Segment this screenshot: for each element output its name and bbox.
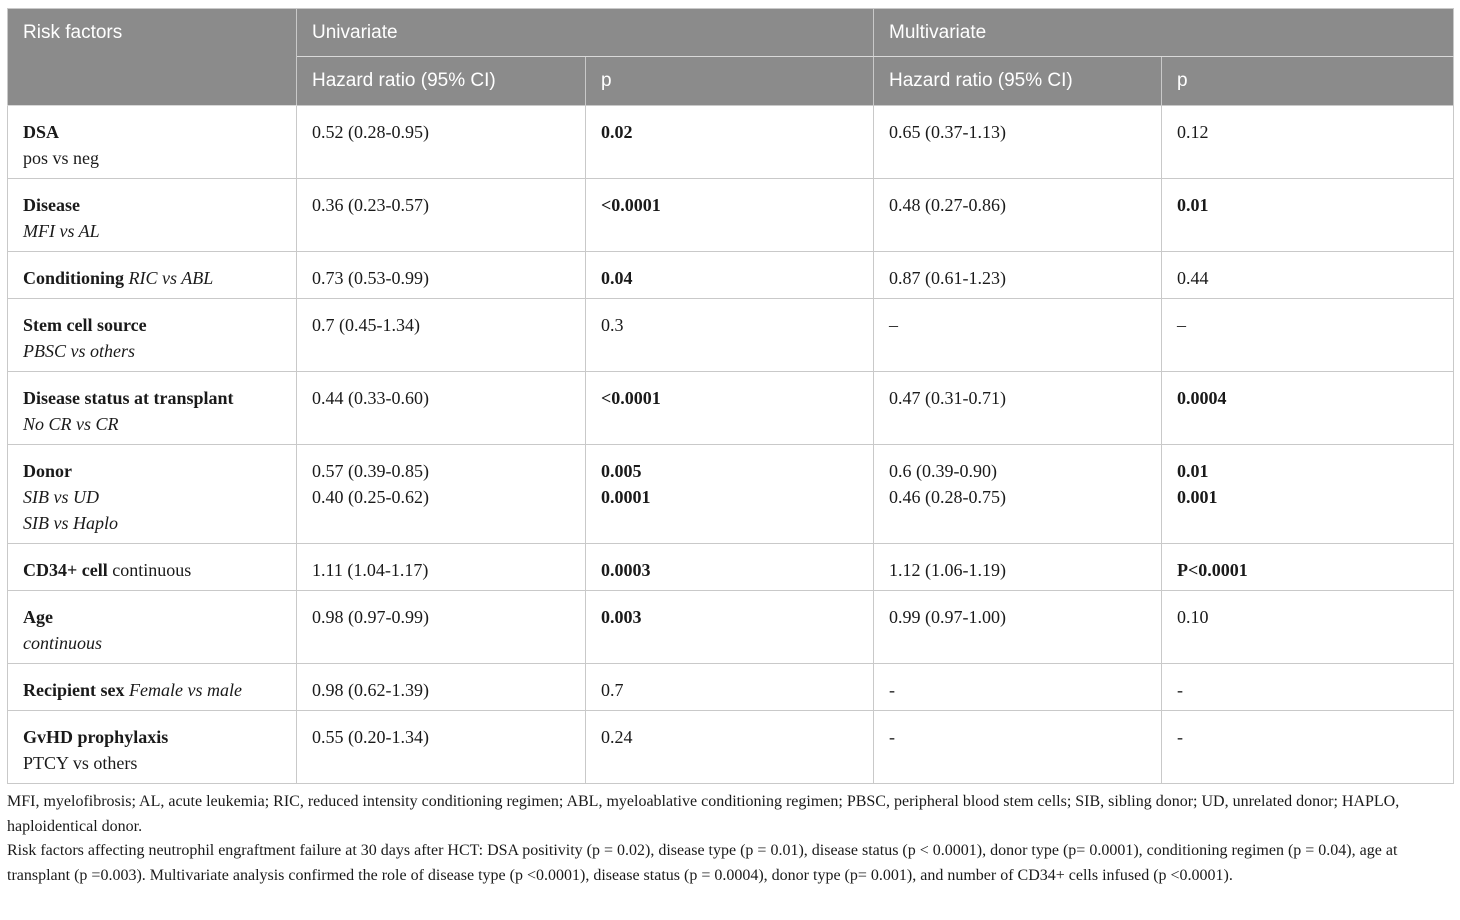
row-label-cell: [8, 372, 297, 445]
header-multi-hazard-ratio: Hazard ratio (95% CI): [874, 57, 1162, 106]
header-univariate: Univariate: [297, 9, 874, 57]
uni-p-cell: 0.7: [586, 664, 874, 711]
table-row-donor: [8, 445, 1454, 544]
table-row-gvhd: [8, 711, 1454, 784]
uni-hr-cell: [297, 445, 586, 544]
row-label: Recipient sex: [23, 680, 125, 700]
multi-p-cell: P<0.0001: [1162, 544, 1454, 591]
multi-p-cell: 0.0004: [1162, 372, 1454, 445]
uni-p-cell: 0.3: [586, 299, 874, 372]
multi-hr-cell: 0.47 (0.31-0.71): [874, 372, 1162, 445]
uni-hr-cell: 0.98 (0.97-0.99): [297, 591, 586, 664]
row-label-cell: [8, 544, 297, 591]
row-label-cell: [8, 252, 297, 299]
row-label: Disease: [23, 195, 80, 215]
row-sublabel: PTCY vs others: [23, 753, 138, 773]
uni-hr-cell: 0.36 (0.23-0.57): [297, 179, 586, 252]
row-label: GvHD prophylaxis: [23, 727, 169, 747]
abbreviations-note: MFI, myelofibrosis; AL, acute leukemia; RIC, reduced intensity conditioning regimen; ABL, myeloablative conditioning regimen; PBSC, peripheral blood stem cells; SIB, sibling donor; UD, unrelated donor; HAPLO, haploidentical donor.: [7, 793, 1400, 835]
row-sublabel: pos vs neg: [23, 148, 99, 168]
multi-hr-cell: -: [874, 664, 1162, 711]
multi-p-cell: -: [1162, 711, 1454, 784]
row-label-cell: [8, 179, 297, 252]
uni-hr-cell: 0.7 (0.45-1.34): [297, 299, 586, 372]
uni-p-cell: 0.02: [586, 106, 874, 179]
multi-p-cell: 0.44: [1162, 252, 1454, 299]
uni-p-cell: 0.0003: [586, 544, 874, 591]
multi-hr-cell: 0.87 (0.61-1.23): [874, 252, 1162, 299]
table-row-dsa: [8, 106, 1454, 179]
table-row-cd34: [8, 544, 1454, 591]
uni-hr-cell: 0.44 (0.33-0.60): [297, 372, 586, 445]
multi-hr-cell: 0.65 (0.37-1.13): [874, 106, 1162, 179]
multi-p-value: 0.01: [1177, 461, 1209, 481]
uni-hr-cell: 0.52 (0.28-0.95): [297, 106, 586, 179]
row-label-cell: [8, 445, 297, 544]
multi-p-cell: –: [1162, 299, 1454, 372]
multi-p-cell: [1162, 445, 1454, 544]
row-label-cell: [8, 106, 297, 179]
table-row-age: [8, 591, 1454, 664]
row-label: Disease status at transplant: [23, 388, 234, 408]
row-label-cell: [8, 299, 297, 372]
risk-factors-table-wrapper: [7, 8, 1453, 784]
multi-hr-cell: -: [874, 711, 1162, 784]
uni-hr-cell: 0.73 (0.53-0.99): [297, 252, 586, 299]
header-risk-factors: Risk factors: [8, 9, 297, 106]
uni-hr-cell: 1.11 (1.04-1.17): [297, 544, 586, 591]
table-row-disease: [8, 179, 1454, 252]
table-row-recipient-sex: [8, 664, 1454, 711]
multi-p-cell: 0.10: [1162, 591, 1454, 664]
multi-hr-cell: –: [874, 299, 1162, 372]
risk-factors-table: [7, 8, 1454, 784]
row-sublabel: PBSC vs others: [23, 341, 135, 361]
uni-p-value: 0.005: [601, 461, 642, 481]
multi-hr-cell: 0.99 (0.97-1.00): [874, 591, 1162, 664]
table-footnotes: [7, 790, 1453, 888]
multi-p-cell: 0.01: [1162, 179, 1454, 252]
row-label-cell: [8, 711, 297, 784]
multi-p-cell: -: [1162, 664, 1454, 711]
multi-p-cell: 0.12: [1162, 106, 1454, 179]
row-label-cell: [8, 591, 297, 664]
uni-hr-cell: 0.98 (0.62-1.39): [297, 664, 586, 711]
header-multivariate: Multivariate: [874, 9, 1454, 57]
uni-p-cell: 0.04: [586, 252, 874, 299]
uni-p-cell: [586, 445, 874, 544]
row-label: Stem cell source: [23, 315, 147, 335]
table-row-disease-status: [8, 372, 1454, 445]
row-label: Conditioning: [23, 268, 125, 288]
uni-p-cell: 0.24: [586, 711, 874, 784]
header-uni-p: p: [586, 57, 874, 106]
row-label: DSA: [23, 122, 60, 142]
summary-note: Risk factors affecting neutrophil engraftment failure at 30 days after HCT: DSA positivity (p = 0.02), disease type (p = 0.01), disease status (p < 0.0001), donor type (p= 0.0001), conditioning regimen (p = 0.04), age at transplant (p =0.003). Multivariate analysis confirmed the role of disease type (p <0.0001), disease status (p = 0.0004), donor type (p= 0.001), and number of CD34+ cells infused (p <0.0001).: [7, 842, 1398, 884]
row-sublabel: SIB vs Haplo: [23, 513, 118, 533]
uni-hr-value: 0.57 (0.39-0.85): [312, 461, 429, 481]
row-label: Donor: [23, 461, 72, 481]
row-label-cell: [8, 664, 297, 711]
multi-hr-value: 0.6 (0.39-0.90): [889, 461, 997, 481]
header-multi-p: p: [1162, 57, 1454, 106]
uni-p-value: 0.0001: [601, 487, 651, 507]
row-sublabel: MFI vs AL: [23, 221, 100, 241]
multi-hr-value: 0.46 (0.28-0.75): [889, 487, 1006, 507]
multi-hr-cell: 1.12 (1.06-1.19): [874, 544, 1162, 591]
table-row-conditioning: [8, 252, 1454, 299]
row-sublabel: continuous: [112, 560, 192, 580]
table-row-stem-cell-source: [8, 299, 1454, 372]
row-label: CD34+ cell: [23, 560, 108, 580]
uni-hr-cell: 0.55 (0.20-1.34): [297, 711, 586, 784]
header-uni-hazard-ratio: Hazard ratio (95% CI): [297, 57, 586, 106]
row-sublabel: continuous: [23, 633, 102, 653]
row-sublabel: SIB vs UD: [23, 487, 99, 507]
multi-p-value: 0.001: [1177, 487, 1218, 507]
row-sublabel: Female vs male: [128, 680, 242, 700]
multi-hr-cell: [874, 445, 1162, 544]
uni-p-cell: 0.003: [586, 591, 874, 664]
multi-hr-cell: 0.48 (0.27-0.86): [874, 179, 1162, 252]
uni-p-cell: <0.0001: [586, 179, 874, 252]
header-row-main: [8, 9, 1454, 57]
row-label: Age: [23, 607, 53, 627]
uni-hr-value: 0.40 (0.25-0.62): [312, 487, 429, 507]
uni-p-cell: <0.0001: [586, 372, 874, 445]
row-sublabel: RIC vs ABL: [128, 268, 214, 288]
row-sublabel: No CR vs CR: [23, 414, 119, 434]
